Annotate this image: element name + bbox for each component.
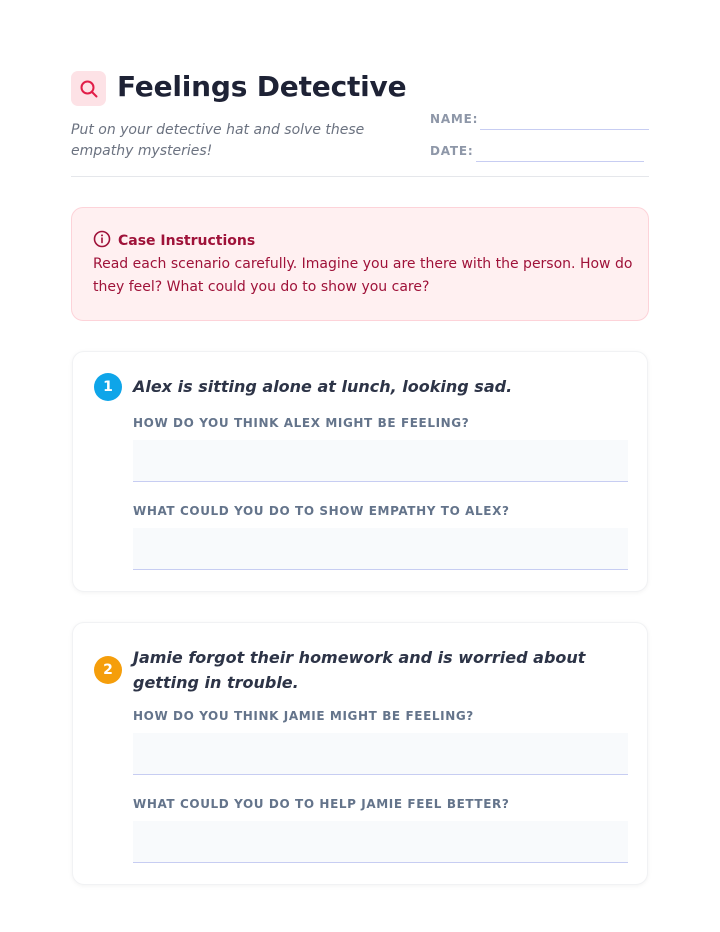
search-icon	[71, 71, 106, 106]
case-card-2	[72, 622, 648, 885]
name-field[interactable]	[480, 129, 649, 130]
case-number-badge: 1	[94, 373, 122, 401]
page-subtitle: Put on your detective hat and solve these empathy mysteries!	[71, 122, 365, 159]
case-card-1	[72, 351, 648, 592]
answer-help-field[interactable]	[133, 821, 628, 863]
date-field[interactable]	[476, 161, 644, 162]
answer-empathy-field[interactable]	[133, 528, 628, 570]
header-divider	[71, 176, 649, 177]
info-icon	[93, 230, 111, 252]
answer-feeling-field[interactable]	[133, 733, 628, 775]
question-empathy-label: WHAT COULD YOU DO TO SHOW EMPATHY TO ALEX?	[133, 504, 510, 518]
question-feeling-label: HOW DO YOU THINK JAMIE MIGHT BE FEELING?	[133, 709, 474, 723]
answer-feeling-field[interactable]	[133, 440, 628, 482]
case-number-badge: 2	[94, 656, 122, 684]
case-scenario: Alex is sitting alone at lunch, looking sad.	[133, 377, 513, 396]
case-scenario: Jamie forgot their homework and is worried about getting in trouble.	[133, 648, 586, 692]
name-label: NAME:	[430, 112, 479, 126]
instructions-body: Read each scenario carefully. Imagine you are there with the person. How do they feel? What could you do to show you care?	[93, 256, 633, 295]
question-help-label: WHAT COULD YOU DO TO HELP JAMIE FEEL BETTER?	[133, 797, 510, 811]
question-feeling-label: HOW DO YOU THINK ALEX MIGHT BE FEELING?	[133, 416, 470, 430]
instructions-title: Case Instructions	[118, 233, 256, 249]
page-title: Feelings Detective	[117, 70, 407, 103]
date-label: DATE:	[430, 144, 474, 158]
instructions-panel	[71, 207, 649, 321]
